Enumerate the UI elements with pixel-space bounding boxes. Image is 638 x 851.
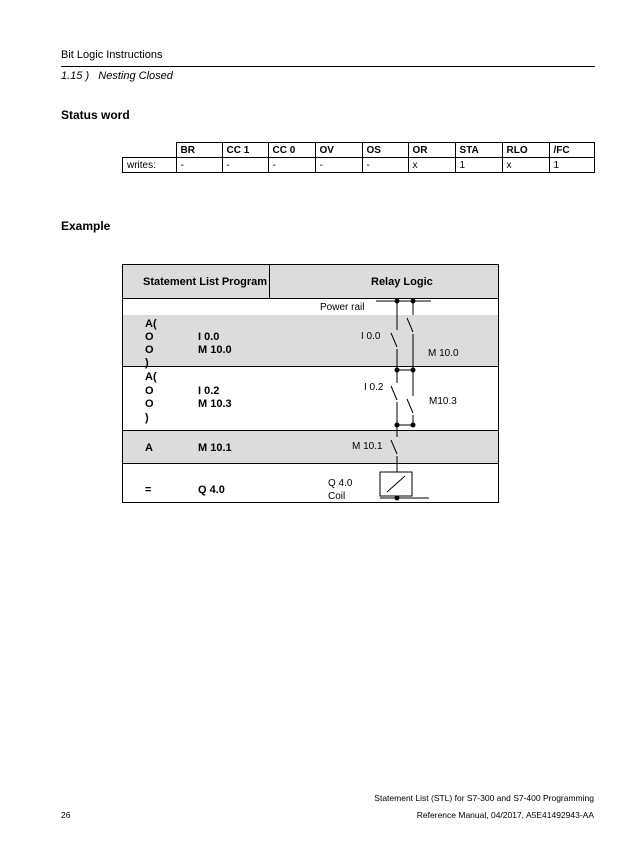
contact-m100-blade: [407, 318, 413, 332]
stl-op: A: [145, 442, 153, 454]
coil-label-q40: Q 4.0: [328, 478, 353, 489]
col-or: OR: [408, 143, 455, 158]
status-word-table: [122, 142, 595, 173]
col-sta: STA: [455, 143, 502, 158]
contact-label-m100: M 10.0: [428, 348, 459, 359]
contact-i00-blade: [391, 333, 397, 347]
status-word-writes-row: [123, 158, 595, 173]
val-br: -: [176, 158, 222, 173]
status-word-header-row: [123, 143, 595, 158]
col-cc1: CC 1: [222, 143, 268, 158]
contact-label-i00: I 0.0: [361, 331, 381, 342]
col-header-stl: Statement List Program: [143, 276, 268, 288]
page-number: 26: [61, 810, 71, 820]
stl-op: A(: [145, 318, 157, 330]
col-header-relay: Relay Logic: [371, 276, 433, 288]
junction-dot: [395, 299, 400, 304]
junction-dot: [411, 423, 416, 428]
col-br: BR: [176, 143, 222, 158]
val-cc0: -: [268, 158, 315, 173]
stl-op: A(: [145, 371, 157, 383]
stl-op: =: [145, 484, 152, 496]
power-rail-label: Power rail: [320, 302, 365, 313]
junction-dot: [411, 368, 416, 373]
val-rlo: x: [502, 158, 549, 173]
stl-op: O: [145, 385, 154, 397]
col-cc0: CC 0: [268, 143, 315, 158]
junction-dot: [395, 368, 400, 373]
row-label: writes:: [123, 158, 177, 173]
col-fc: /FC: [549, 143, 594, 158]
coil-slash: [387, 476, 405, 492]
col-rlo: RLO: [502, 143, 549, 158]
val-sta: 1: [455, 158, 502, 173]
contact-i02-blade: [391, 386, 397, 400]
coil-label-text: Coil: [328, 491, 346, 502]
stl-operand: Q 4.0: [198, 484, 225, 496]
col-ov: OV: [315, 143, 362, 158]
junction-dot: [411, 299, 416, 304]
contact-label-i02: I 0.2: [364, 382, 384, 393]
val-cc1: -: [222, 158, 268, 173]
junction-dot: [395, 496, 400, 501]
stl-operand: I 0.0: [198, 331, 220, 343]
stl-operand: M 10.3: [198, 398, 232, 410]
header-rule: [61, 66, 595, 67]
val-fc: 1: [549, 158, 594, 173]
val-ov: -: [315, 158, 362, 173]
example-figure: [122, 264, 499, 503]
stl-operand: M 10.1: [198, 442, 232, 454]
relay-logic-diagram: [123, 265, 498, 502]
subsection-title: 1.15 ) Nesting Closed: [61, 70, 173, 82]
section-title: Bit Logic Instructions: [61, 49, 163, 61]
stl-op: ): [145, 412, 149, 424]
junction-dot: [395, 423, 400, 428]
stl-op: O: [145, 398, 154, 410]
footer-manual-title: Statement List (STL) for S7-300 and S7-400 Programming: [374, 793, 594, 803]
blank-cell: [123, 143, 177, 158]
status-word-heading: Status word: [61, 108, 130, 122]
footer-manual-ref: Reference Manual, 04/2017, A5E41492943-AA: [416, 810, 594, 820]
example-heading: Example: [61, 219, 111, 233]
stl-operand: I 0.2: [198, 385, 220, 397]
stl-operand: M 10.0: [198, 344, 232, 356]
val-os: -: [362, 158, 408, 173]
stl-op: O: [145, 331, 154, 343]
col-os: OS: [362, 143, 408, 158]
val-or: x: [408, 158, 455, 173]
stl-op: ): [145, 357, 149, 369]
contact-label-m103: M10.3: [429, 396, 457, 407]
stl-op: O: [145, 344, 154, 356]
contact-m103-blade: [407, 399, 413, 413]
contact-m101-blade: [391, 440, 397, 454]
contact-label-m101: M 10.1: [352, 441, 383, 452]
